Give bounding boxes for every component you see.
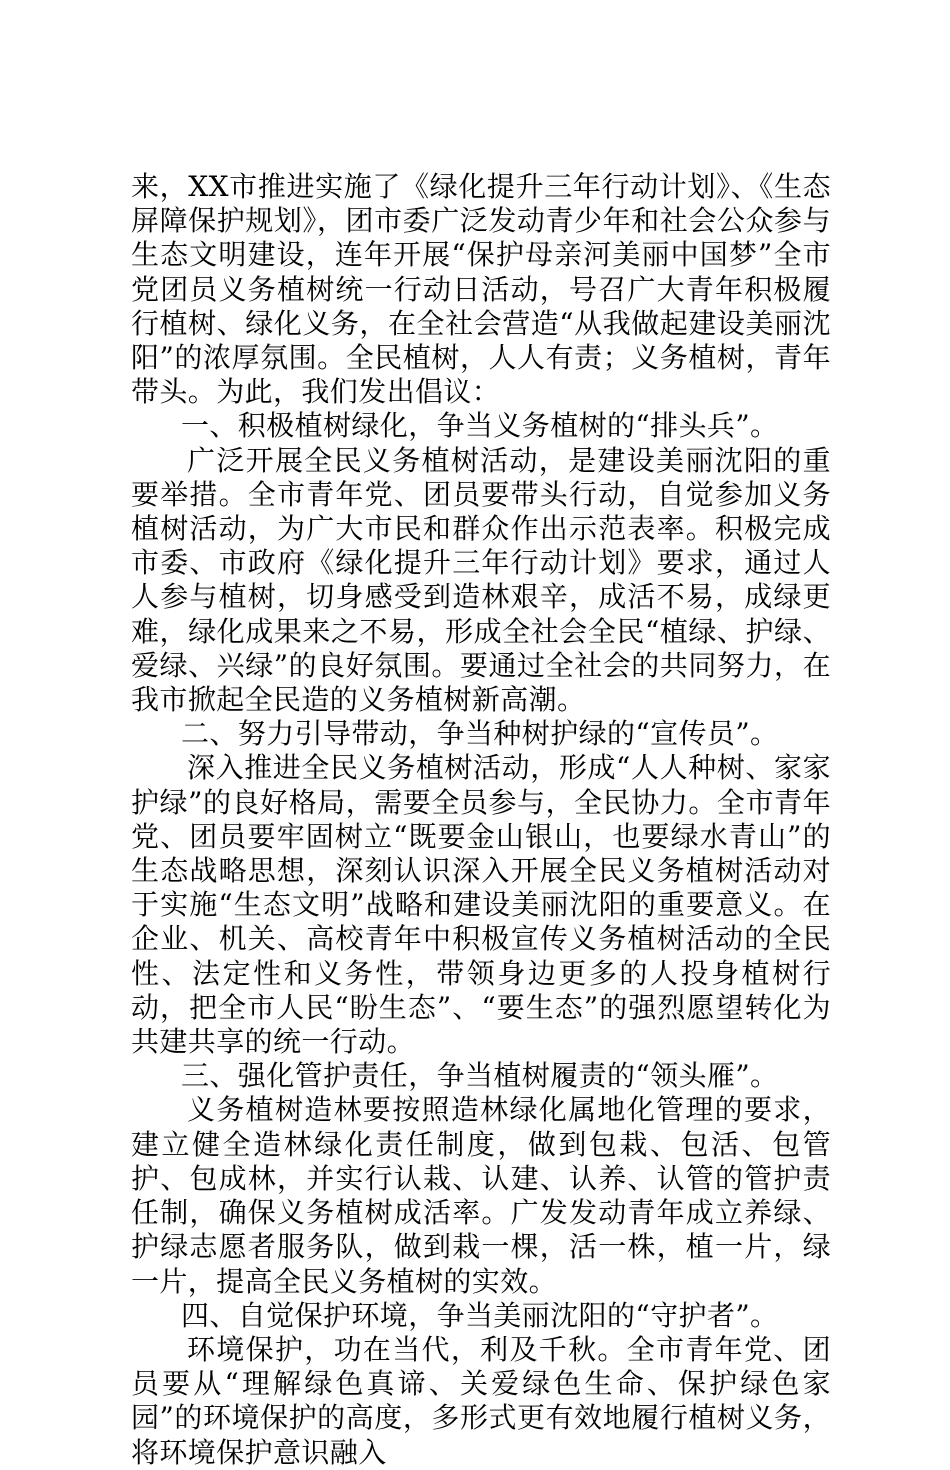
section-body-2: 深入推进全民义务植树活动，形成“人人种树、家家护绿”的良好格局，需要全员参与，全民协力。全市青年党、团员要牢固树立“既要金山银山，也要绿水青山”的生态战略思想，深刻认识深入开展全民义务植树活动对于实施“生态文明”战略和建设美丽沈阳的重要意义。在企业、机关、高校青年中积极宣传义务植树活动的全民性、法定性和义务性，带领身边更多的人投身植树行动，把全市人民“盼生态”、“要生态”的强烈愿望转化为共建共享的统一行动。 [131, 751, 831, 1059]
section-body-4: 环境保护，功在当代，利及千秋。全市青年党、团员要从“理解绿色真谛、关爱绿色生命、保护绿色家园”的环境保护的高度，多形式更有效地履行植树义务，将环境保护意识融入 [131, 1332, 831, 1469]
intro-paragraph: 来，XX市推进实施了《绿化提升三年行动计划》、《生态屏障保护规划》，团市委广泛发动青少年和社会公众参与生态文明建设，连年开展“保护母亲河美丽中国梦”全市党团员义务植树统一行动日活动，号召广大青年积极履行植树、绿化义务，在全社会营造“从我做起建设美丽沈阳”的浓厚氛围。全民植树，人人有责；义务植树，青年带头。为此，我们发出倡议： [131, 170, 831, 409]
section-heading-3: 三、强化管护责任，争当植树履责的“领头雁”。 [181, 1059, 779, 1093]
document-body [131, 170, 831, 1470]
section-heading-4: 四、自觉保护环境，争当美丽沈阳的“守护者”。 [181, 1298, 779, 1332]
section-body-1: 广泛开展全民义务植树活动，是建设美丽沈阳的重要举措。全市青年党、团员要带头行动，自觉参加义务植树活动，为广大市民和群众作出示范表率。积极完成市委、市政府《绿化提升三年行动计划》要求，通过人人参与植树，切身感受到造林艰辛，成活不易，成绿更难，绿化成果来之不易，形成全社会全民“植绿、护绿、爱绿、兴绿”的良好氛围。要通过全社会的共同努力，在我市掀起全民造的义务植树新高潮。 [131, 443, 831, 717]
section-heading-1: 一、积极植树绿化，争当义务植树的“排头兵”。 [181, 409, 779, 443]
section-heading-2: 二、努力引导带动，争当种树护绿的“宣传员”。 [181, 717, 779, 751]
section-body-3: 义务植树造林要按照造林绿化属地化管理的要求，建立健全造林绿化责任制度，做到包栽、包活、包管护、包成林，并实行认栽、认建、认养、认管的管护责任制，确保义务植树成活率。广发发动青年成立养绿、护绿志愿者服务队，做到栽一棵，活一株，植一片，绿一片，提高全民义务植树的实效。 [131, 1093, 831, 1298]
